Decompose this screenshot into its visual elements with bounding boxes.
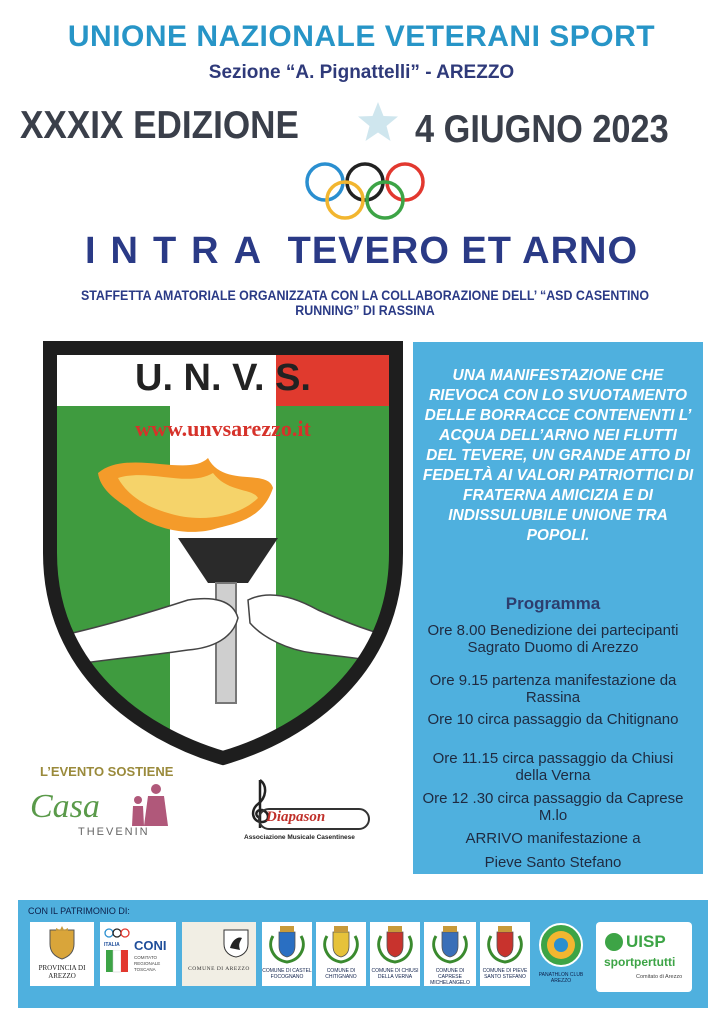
comune-arezzo-label: COMUNE DI AREZZO	[188, 966, 250, 972]
uisp-subtitle: Comitato di Arezzo	[636, 974, 683, 980]
comune-castel-focognano-logo	[262, 922, 312, 986]
program-item: Ore 10 circa passaggio da Chitignano	[427, 711, 679, 728]
poster-title: UNIONE NAZIONALE VETERANI SPORT	[67, 20, 656, 53]
event-name-rest: TEVERO ET ARNO	[287, 230, 639, 272]
family-icon	[116, 782, 172, 826]
program-item: Ore 12 .30 circa passaggio da Caprese M.lo	[422, 790, 684, 824]
diapason-logo	[240, 778, 380, 850]
program-item: Pieve Santo Stefano	[484, 854, 622, 871]
uisp-logo	[596, 922, 692, 992]
diapason-subtitle: Associazione Musicale Casentinese	[244, 834, 355, 841]
panathlon-logo	[534, 922, 588, 986]
panathlon-emblem-icon	[538, 922, 584, 968]
uisp-tagline: sportpertutti	[604, 955, 676, 969]
relay-description: STAFFETTA AMATORIALE ORGANIZZATA CON LA COLLABORAZIONE DELL’ “ASD CASENTINO RUNNING” DI RASSINA	[80, 288, 650, 318]
panathlon-caption: PANATHLON CLUB AREZZO	[538, 972, 584, 984]
star-icon	[356, 100, 400, 144]
unvs-shield-logo	[38, 338, 408, 768]
comune-arezzo-logo	[182, 922, 256, 986]
event-date: 4 GIUGNO 2023	[415, 108, 669, 151]
event-name	[0, 230, 723, 273]
laurel-crest-icon	[430, 926, 470, 964]
coat-of-arms-icon	[48, 926, 76, 960]
olympic-rings-icon	[303, 160, 427, 224]
coni-subtitle: COMITATO REGIONALE TOSCANA	[134, 955, 161, 972]
coni-italia: ITALIA	[104, 942, 120, 948]
coni-logo	[100, 922, 176, 986]
casa-logo-text: Casa	[30, 788, 100, 825]
program-item: Ore 11.15 circa passaggio da Chiusi della Verna	[432, 750, 674, 784]
comune-pieve-logo	[480, 922, 530, 986]
comune-caption: COMUNE DI CASTEL FOCOGNANO	[262, 968, 312, 980]
edition-label: XXXIX EDIZIONE	[20, 104, 299, 147]
uisp-runner-icon	[604, 932, 624, 952]
provincia-arezzo-logo	[30, 922, 94, 986]
diapason-name: Diapason	[266, 809, 326, 825]
coni-label: CONI	[134, 938, 167, 953]
comune-chiusi-verna-logo	[370, 922, 420, 986]
comune-caption: COMUNE DI CHIUSI DELLA VERNA	[371, 968, 419, 980]
casa-thevenin-logo	[30, 782, 180, 848]
casa-logo-subtitle: THEVENIN	[78, 826, 150, 838]
section-subtitle: Sezione “A. Pignattelli” - AREZZO	[208, 62, 515, 83]
program-item: Ore 8.00 Benedizione dei partecipanti Sagrato Duomo di Arezzo	[427, 622, 679, 656]
horse-crest-icon	[222, 928, 250, 958]
patronage-label: CON IL PATRIMONIO DI:	[28, 906, 130, 916]
coni-rings-icon	[104, 928, 130, 940]
comune-caption: COMUNE DI CAPRESE MICHELANGELO	[430, 968, 470, 986]
italian-flag-shield-icon	[106, 950, 128, 974]
laurel-crest-icon	[321, 926, 361, 964]
comune-chitignano-logo	[316, 922, 366, 986]
comune-caprese-logo	[424, 922, 476, 986]
program-item: Ore 9.15 partenza manifestazione da Rassina	[429, 672, 677, 706]
comune-caption: COMUNE DI PIEVE SANTO STEFANO	[482, 968, 528, 980]
laurel-crest-icon	[485, 926, 525, 964]
program-heading: Programma	[505, 594, 601, 613]
event-description: UNA MANIFESTAZIONE CHE RIEVOCA CON LO SVUOTAMENTO DELLE BORRACCE CONTENENTI L’ ACQUA DELL’ARNO NEI FLUTTI DEL TEVERE, UN GRANDE ATTO DI FEDELTÀ AI VALORI PATRIOTTICI DI FRATERNA AMICIZIA E DI INDISSULUBILE UNIONE TRA POPOLI.	[422, 367, 694, 544]
event-name-first: INTRA	[84, 230, 277, 272]
shield-letters: U. N. V. S.	[135, 357, 311, 399]
provincia-label: PROVINCIA DI AREZZO	[38, 964, 86, 980]
laurel-crest-icon	[375, 926, 415, 964]
shield-website: www.unvsarezzo.it	[135, 416, 311, 441]
comune-caption: COMUNE DI CHITIGNANO	[325, 968, 357, 980]
uisp-label: UISP	[626, 932, 666, 951]
laurel-crest-icon	[267, 926, 307, 964]
program-item: ARRIVO manifestazione a	[465, 830, 641, 847]
sponsor-label: L’EVENTO SOSTIENE	[40, 764, 174, 779]
